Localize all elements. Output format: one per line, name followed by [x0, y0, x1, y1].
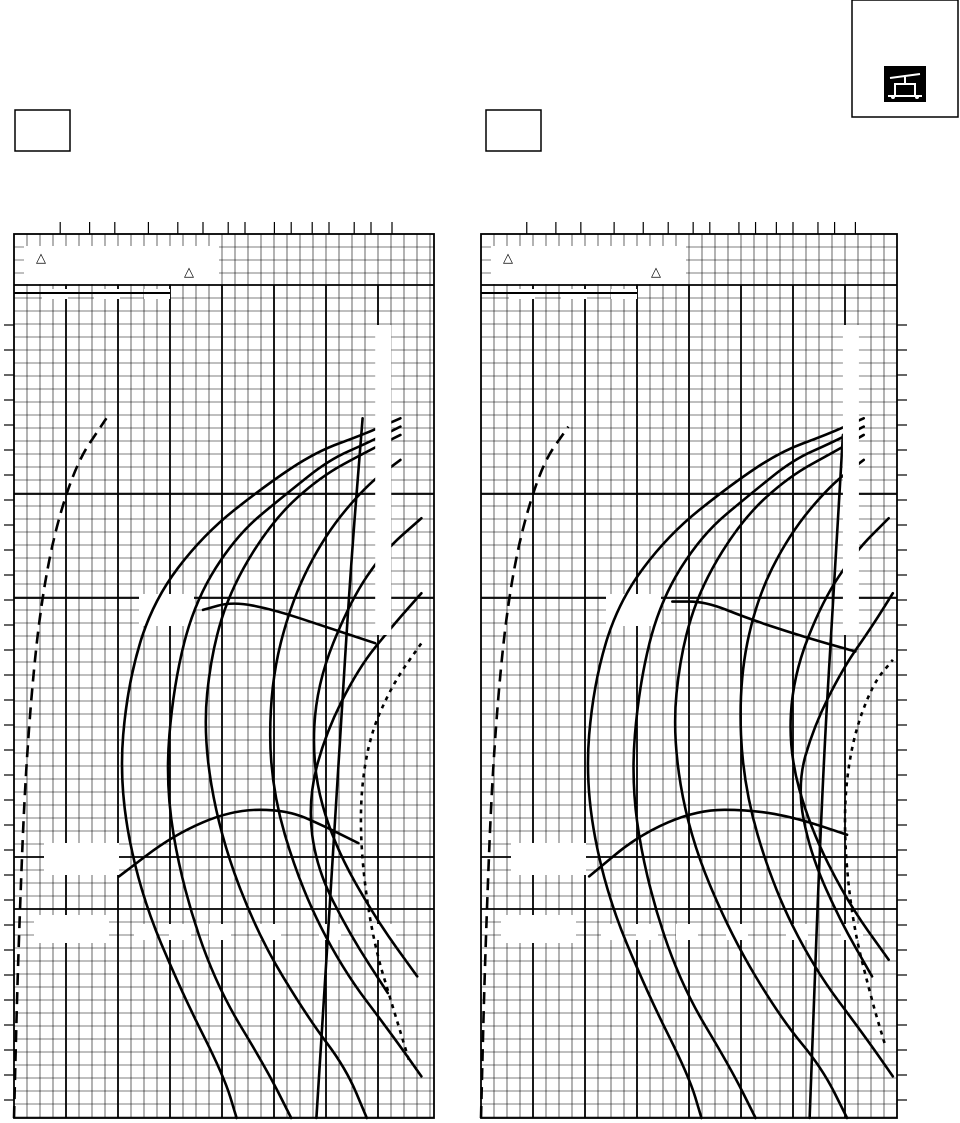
legend-symbol: △ [184, 265, 194, 280]
right-chart [481, 222, 907, 1118]
series-line-solid [270, 460, 421, 1076]
label-patch [676, 924, 698, 940]
legend-symbol: △ [651, 265, 661, 280]
corner-badge [852, 0, 958, 117]
left-panel-label-box [15, 110, 70, 151]
series-line-solid [119, 810, 358, 877]
series-line-solid [168, 427, 400, 1118]
label-patch [501, 915, 576, 943]
series-line-solid [741, 460, 893, 1076]
helicopter-icon [884, 66, 926, 102]
label-patch [34, 915, 109, 943]
label-patch [636, 924, 658, 940]
label-patch-vertical [843, 325, 859, 635]
legend-symbol: △ [36, 251, 46, 266]
series-line-solid [810, 435, 843, 1118]
plot-frame [14, 234, 434, 1118]
legend-symbol: △ [503, 251, 513, 266]
series-line-solid [791, 518, 889, 959]
label-patch [511, 843, 586, 875]
left-chart [4, 222, 434, 1118]
label-patch [169, 924, 191, 940]
series-line-solid [634, 427, 864, 1118]
series-line-solid [672, 602, 855, 652]
label-patch [134, 924, 156, 940]
right-panel-label-box [486, 110, 541, 151]
label-patch [209, 924, 231, 940]
label-patch [44, 843, 119, 875]
label-patch-vertical [375, 325, 391, 635]
series-line-dotted [845, 660, 893, 1043]
